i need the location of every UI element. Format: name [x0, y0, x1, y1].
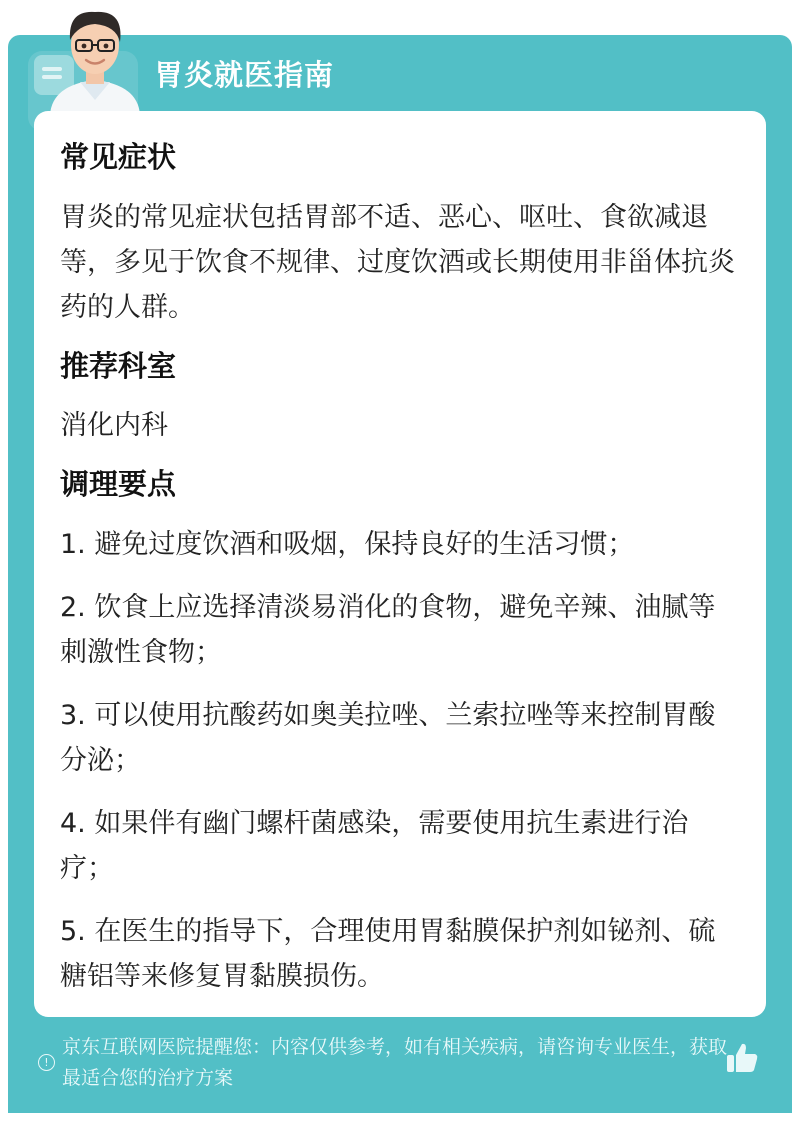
page-title: 胃炎就医指南 [154, 58, 335, 92]
section-heading-department: 推荐科室 [60, 348, 177, 383]
card-content [60, 131, 740, 1017]
care-item-1: 1. 避免过度饮酒和吸烟，保持良好的生活习惯； [60, 529, 635, 561]
content-card [34, 111, 766, 1017]
section-heading-care: 调理要点 [60, 467, 177, 502]
thumbs-up-icon[interactable] [724, 1040, 760, 1076]
care-item-4: 4. 如果伴有幽门螺杆菌感染，需要使用抗生素进行治疗； [60, 808, 689, 885]
symptoms-text: 胃炎的常见症状包括胃部不适、恶心、呕吐、食欲减退等，多见于饮食不规律、过度饮酒或长期使用非甾体抗炎药的人群。 [60, 201, 735, 323]
department-text: 消化内科 [60, 410, 168, 442]
care-item-3: 3. 可以使用抗酸药如奥美拉唑、兰索拉唑等来控制胃酸分泌； [60, 700, 716, 777]
section-heading-symptoms: 常见症状 [60, 140, 177, 174]
care-item-2: 2. 饮食上应选择清淡易消化的食物，避免辛辣、油腻等刺激性食物； [60, 592, 716, 669]
info-icon: ! [38, 1054, 55, 1071]
footer-disclaimer: 京东互联网医院提醒您：内容仅供参考，如有相关疾病，请咨询专业医生，获取最适合您的治疗方案 [62, 1036, 728, 1089]
doctor-avatar [40, 0, 150, 115]
care-item-5: 5. 在医生的指导下，合理使用胃黏膜保护剂如铋剂、硫糖铝等来修复胃黏膜损伤。 [60, 916, 716, 993]
